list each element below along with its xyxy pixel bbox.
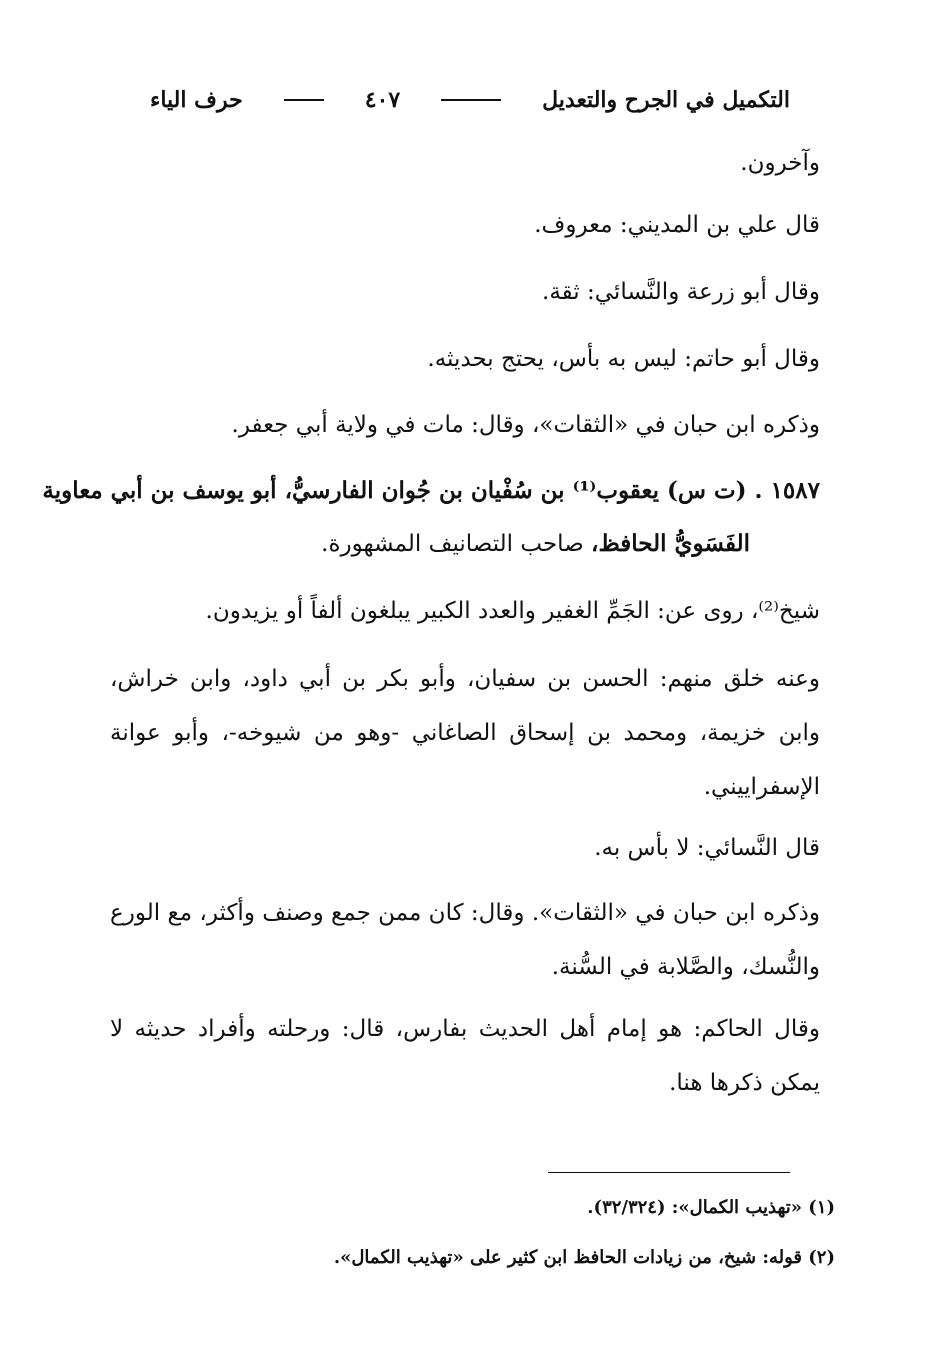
paragraph — [110, 820, 820, 876]
header-title: التكميل في الجرح والتعديل — [542, 87, 790, 113]
footnote: (٢) قوله: شيخ، من زيادات الحافظ ابن كثير على «تهذيب الكمال». — [333, 1247, 835, 1268]
paragraph-text: وعنه خلق منهم: الحسن بن سفيان، وأبو بكر بن أبي داود، وابن خراش، وابن خزيمة، ومحمد بن إسحاق الصاغاني -وهو من شيوخه-، وأبو عوانة الإسفراييني. — [110, 666, 820, 800]
paragraph — [110, 1002, 820, 1110]
text-line: قال علي بن المديني: معروف. — [534, 212, 820, 238]
paragraph-text: وقال الحاكم: هو إمام أهل الحديث بفارس، قال: ورحلته وأفراد حديثه لا يمكن ذكرها هنا. — [110, 1016, 820, 1096]
running-header — [150, 80, 790, 120]
text-line: وقال أبو حاتم: ليس به بأس، يحتج بحديثه. — [427, 346, 820, 372]
paragraph-text: شيخ⁽²⁾، روى عن: الجَمِّ الغفير والعدد الكبير يبلغون ألفاً أو يزيدون. — [205, 598, 820, 624]
paragraph — [110, 886, 820, 994]
entry-description: صاحب التصانيف المشهورة. — [321, 531, 584, 557]
header-section: حرف الياء — [150, 87, 243, 113]
text-line: وذكره ابن حبان في «الثقات»، وقال: مات في ولاية أبي جعفر. — [231, 412, 820, 438]
entry-heading-continuation — [321, 527, 750, 561]
entry-heading: ١٥٨٧ . (ت س) يعقوب⁽¹⁾ بن سُفْيان بن جُوان الفارسيُّ، أبو يوسف بن أبي معاوية — [42, 477, 820, 504]
paragraph — [110, 652, 820, 814]
entry-number: ١٥٨٧ — [770, 477, 820, 504]
footnote: (١) «تهذيب الكمال»: (٣٢/٣٢٤). — [587, 1197, 835, 1218]
text-line: وآخرون. — [740, 150, 820, 176]
header-divider — [441, 99, 501, 101]
header-page-number: ٤٠٧ — [364, 87, 401, 113]
text-line: وقال أبو زرعة والنَّسائي: ثقة. — [542, 279, 820, 305]
entry-nisba: الفَسَويُّ الحافظ، — [591, 530, 750, 557]
paragraph-text: قال النَّسائي: لا بأس به. — [594, 835, 820, 861]
paragraph — [110, 583, 820, 639]
header-divider — [284, 99, 324, 101]
paragraph-text: وذكره ابن حبان في «الثقات». وقال: كان ممن جمع وصنف وأكثر، مع الورع والنُّسك، والصَّلابة في السُّنة. — [110, 900, 820, 980]
entry-heading-line1: (ت س) يعقوب⁽¹⁾ بن سُفْيان بن جُوان الفارسيُّ، أبو يوسف بن أبي معاوية — [42, 477, 747, 504]
footnote-separator — [548, 1172, 790, 1173]
